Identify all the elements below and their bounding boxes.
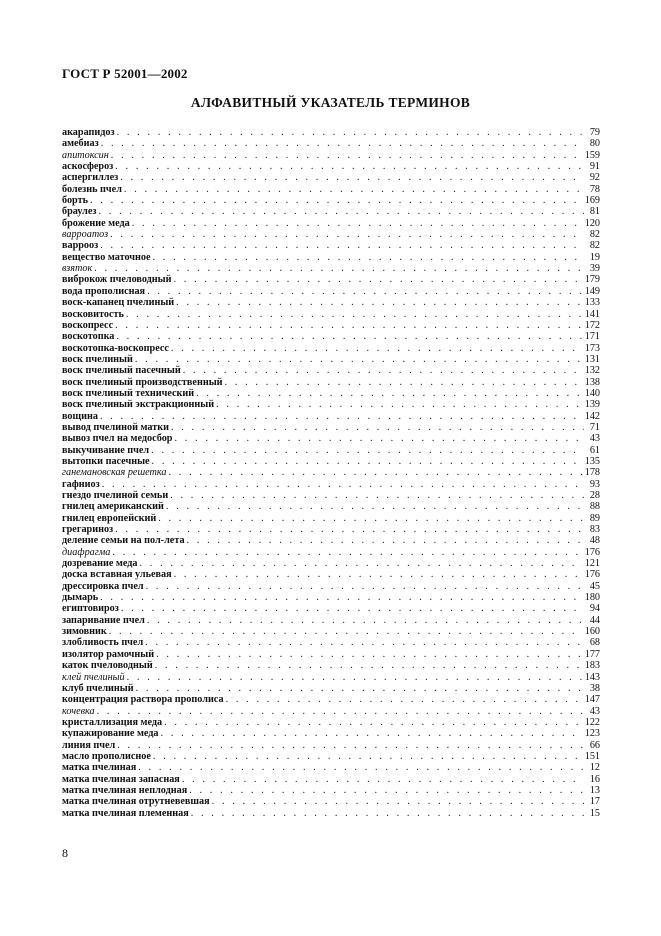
dot-leader [112, 547, 582, 558]
index-entry [62, 762, 600, 773]
index-term: воск пчелиный пасечный [62, 365, 181, 377]
dot-leader [171, 343, 583, 354]
index-term: матка пчелиная отрутневевшая [62, 796, 210, 808]
dot-leader [146, 581, 584, 592]
index-entry [62, 297, 600, 308]
index-term: акарапидоз [62, 127, 115, 138]
index-term: матка пчелиная племенная [62, 807, 189, 819]
index-entry [62, 774, 600, 785]
dot-leader [94, 263, 584, 274]
index-entry [62, 558, 600, 569]
index-title: АЛФАВИТНЫЙ УКАЗАТЕЛЬ ТЕРМИНОВ [190, 95, 471, 110]
index-term: дозревание меда [62, 558, 138, 570]
index-page-ref: 142 [584, 410, 600, 422]
index-page-ref: 16 [589, 773, 600, 785]
dot-leader [100, 592, 583, 603]
index-term: воск пчелиный производственный [62, 376, 223, 388]
index-term: воскопресс [62, 319, 114, 331]
dot-leader [99, 206, 584, 217]
index-page-ref: 133 [584, 297, 600, 309]
dot-leader [183, 365, 583, 376]
index-term: виброкож пчеловодный [62, 274, 172, 286]
index-term: зимовник [62, 626, 107, 638]
index-term: борть [62, 195, 88, 207]
dot-leader [156, 649, 583, 660]
dot-leader [153, 751, 583, 762]
index-entry [62, 490, 600, 501]
dot-leader [116, 331, 582, 342]
index-page-ref: 139 [584, 399, 600, 411]
index-page-ref: 81 [589, 206, 600, 218]
dot-leader [164, 717, 583, 728]
index-term: диафрагма [62, 546, 111, 558]
index-entry [62, 422, 600, 433]
index-page-ref: 140 [584, 387, 600, 399]
index-entry [62, 218, 600, 229]
dot-leader [145, 637, 584, 648]
index-entry [62, 524, 600, 535]
index-entry [62, 320, 600, 331]
index-page-ref: 132 [584, 365, 600, 377]
index-entry [62, 150, 600, 161]
dot-leader [117, 127, 584, 138]
dot-leader [97, 706, 584, 717]
index-term: гнилец американский [62, 501, 164, 513]
index-page-ref: 171 [584, 331, 600, 343]
index-page-ref: 122 [584, 716, 600, 728]
index-page-ref: 43 [589, 705, 600, 717]
index-entry [62, 331, 600, 342]
index-term: восковитость [62, 308, 124, 320]
dot-leader [102, 479, 584, 490]
index-term: гнездо пчелиной семьи [62, 490, 169, 501]
dot-leader [90, 195, 583, 206]
index-page-ref: 147 [584, 694, 600, 706]
index-entry [62, 309, 600, 320]
index-page-ref: 44 [589, 614, 600, 626]
dot-leader [161, 728, 583, 739]
index-entry [62, 626, 600, 637]
index-page-ref: 88 [589, 501, 600, 513]
index-page-ref: 179 [584, 274, 600, 286]
index-page-ref: 135 [584, 455, 600, 467]
index-entry [62, 467, 600, 478]
index-entry [62, 740, 600, 751]
index-entry [62, 672, 600, 683]
index-term: масло прополисное [62, 750, 151, 762]
dot-leader [111, 150, 583, 161]
index-page-ref: 176 [584, 569, 600, 581]
dot-leader [121, 603, 584, 614]
index-entry [62, 694, 600, 705]
dot-leader [155, 660, 583, 671]
dot-leader [135, 354, 583, 365]
index-entry [62, 706, 600, 717]
index-page-ref: 61 [589, 444, 600, 456]
dot-leader [189, 785, 584, 796]
document-header: ГОСТ Р 52001—2002 [62, 66, 188, 81]
dot-leader [187, 535, 584, 546]
index-entry [62, 343, 600, 354]
index-term: матка пчелиная запасная [62, 773, 180, 785]
dot-leader [152, 456, 583, 467]
dot-leader [176, 297, 583, 308]
index-entry [62, 649, 600, 660]
index-entry [62, 229, 600, 240]
index-term: вещество маточное [62, 251, 151, 263]
index-page-ref: 19 [589, 251, 600, 263]
index-term: болезнь пчел [62, 183, 122, 195]
index-page-ref: 28 [589, 490, 600, 501]
index-term: линия пчел [62, 739, 116, 751]
index-entry [62, 547, 600, 558]
dot-leader [120, 172, 584, 183]
index-term: аскосфероз [62, 161, 114, 173]
index-entry [62, 660, 600, 671]
index-page-ref: 121 [584, 558, 600, 570]
dot-leader [115, 161, 584, 172]
index-term: браулез [62, 206, 97, 218]
dot-leader [126, 309, 583, 320]
index-term: вощина [62, 410, 98, 422]
index-entry [62, 161, 600, 172]
index-page-ref: 178 [584, 467, 600, 479]
dot-leader [110, 229, 584, 240]
index-page-ref: 68 [589, 637, 600, 649]
dot-leader [147, 286, 583, 297]
index-entry [62, 683, 600, 694]
index-entry [62, 808, 600, 819]
dot-leader [140, 558, 583, 569]
index-entry [62, 399, 600, 410]
index-page-ref: 173 [584, 342, 600, 354]
index-term: египтовироз [62, 603, 119, 615]
index-entry [62, 286, 600, 297]
index-entry [62, 581, 600, 592]
index-entry [62, 501, 600, 512]
index-entry [62, 785, 600, 796]
dot-leader [182, 774, 584, 785]
index-page-ref: 93 [589, 478, 600, 490]
index-term: изолятор рамочный [62, 648, 155, 660]
index-entry [62, 637, 600, 648]
dot-leader [117, 740, 584, 751]
index-page-ref: 82 [589, 240, 600, 252]
index-page-ref: 123 [584, 728, 600, 740]
index-page-ref: 177 [584, 648, 600, 660]
index-term: доска вставная ульевая [62, 569, 172, 581]
index-term: вода прополисная [62, 285, 146, 297]
index-page-ref: 39 [589, 263, 600, 275]
index-entry [62, 751, 600, 762]
index-page-ref: 13 [589, 784, 600, 796]
index-term: вытопки пасечные [62, 455, 150, 467]
index-page-ref: 169 [584, 195, 600, 207]
index-term: деление семьи на пол-лета [62, 535, 185, 547]
index-term: гнилец европейский [62, 512, 157, 524]
index-entry [62, 388, 600, 399]
index-page-ref: 43 [589, 433, 600, 445]
dot-leader [115, 320, 583, 331]
index-entry [62, 535, 600, 546]
dot-leader [169, 467, 583, 478]
index-entry [62, 615, 600, 626]
index-entry [62, 138, 600, 149]
index-page-ref: 80 [589, 138, 600, 150]
index-entry [62, 274, 600, 285]
index-page-ref: 15 [589, 807, 600, 819]
index-page-ref: 82 [589, 229, 600, 241]
index-page-ref: 120 [584, 217, 600, 229]
index-page-ref: 159 [584, 149, 600, 161]
index-term: матка пчелиная [62, 762, 137, 774]
index-term: ганемановская решетка [62, 467, 167, 479]
index-page-ref: 48 [589, 535, 600, 547]
index-page-ref: 141 [584, 308, 600, 320]
index-term: амебиаз [62, 138, 99, 150]
index-entry [62, 184, 600, 195]
index-entry [62, 411, 600, 422]
index-term: кочевка [62, 705, 95, 717]
index-term: варроатоз [62, 229, 109, 241]
index-term: грегариноз [62, 524, 114, 536]
index-page-ref: 183 [584, 660, 600, 672]
index-term: воск пчелиный технический [62, 387, 195, 399]
index-term: гафниоз [62, 478, 100, 490]
index-term: аспергиллез [62, 172, 119, 184]
index-term: воск-капанец пчелиный [62, 297, 175, 309]
dot-leader [127, 672, 583, 683]
index-entry [62, 796, 600, 807]
index-page-ref: 17 [589, 796, 600, 808]
dot-leader [109, 626, 583, 637]
index-entry [62, 354, 600, 365]
index-entry [62, 365, 600, 376]
index-entry [62, 456, 600, 467]
index-page-ref: 45 [589, 580, 600, 592]
index-entry [62, 433, 600, 444]
index-page-ref: 83 [589, 524, 600, 536]
page-number: 8 [62, 846, 68, 860]
index-page-ref: 12 [589, 762, 600, 774]
index-term: воск пчелиный [62, 353, 133, 365]
index-page-ref: 66 [589, 739, 600, 751]
index-entry [62, 127, 600, 138]
index-page-ref: 138 [584, 376, 600, 388]
index-entry [62, 592, 600, 603]
index-term: купажирование меда [62, 728, 159, 740]
dot-leader [171, 422, 584, 433]
index-term: злобливость пчел [62, 637, 144, 649]
dot-leader [138, 762, 584, 773]
dot-leader [132, 218, 583, 229]
dot-leader [158, 513, 584, 524]
dot-leader [174, 274, 583, 285]
dot-leader [174, 569, 583, 580]
dot-leader [100, 240, 584, 251]
dot-leader [153, 252, 585, 263]
dot-leader [136, 683, 584, 694]
index-term: воск пчелиный экстракционный [62, 399, 215, 411]
index-term: вывоз пчел на медосбор [62, 433, 173, 445]
index-page-ref: 79 [589, 127, 600, 138]
dot-leader [225, 377, 583, 388]
index-entry [62, 252, 600, 263]
term-index [62, 127, 600, 819]
index-term: выкучивание пчел [62, 444, 150, 456]
index-term: каток пчеловодный [62, 660, 153, 672]
index-term: вывод пчелиной матки [62, 421, 169, 433]
index-entry [62, 728, 600, 739]
dot-leader [170, 490, 584, 501]
index-term: брожение меда [62, 217, 130, 229]
index-term: кристаллизация меда [62, 716, 163, 728]
index-term: клей пчелиный [62, 671, 125, 683]
index-entry [62, 206, 600, 217]
index-term: взяток [62, 263, 93, 275]
index-page-ref: 94 [589, 603, 600, 615]
index-term: апитоксин [62, 149, 109, 161]
index-term: запаривание пчел [62, 614, 145, 626]
index-entry [62, 479, 600, 490]
index-term: варрооз [62, 240, 99, 252]
index-term: воскотопка [62, 331, 115, 343]
index-entry [62, 240, 600, 251]
dot-leader [101, 138, 584, 149]
index-page-ref: 131 [584, 353, 600, 365]
index-entry [62, 569, 600, 580]
index-page-ref: 151 [584, 750, 600, 762]
index-entry [62, 513, 600, 524]
index-term: клуб пчелиный [62, 682, 134, 694]
index-term: концентрация раствора прополиса [62, 694, 224, 706]
dot-leader [151, 445, 584, 456]
dot-leader [174, 433, 584, 444]
index-entry [62, 603, 600, 614]
index-term: дрессировка пчел [62, 580, 144, 592]
dot-leader [216, 399, 583, 410]
dot-leader [124, 184, 584, 195]
dot-leader [166, 501, 584, 512]
index-page-ref: 172 [584, 319, 600, 331]
index-term: матка пчелиная неплодная [62, 784, 188, 796]
index-page-ref: 89 [589, 512, 600, 524]
dot-leader [196, 388, 583, 399]
index-entry [62, 445, 600, 456]
index-page-ref: 71 [589, 421, 600, 433]
index-page-ref: 149 [584, 285, 600, 297]
dot-leader [212, 796, 584, 807]
index-entry [62, 172, 600, 183]
index-term: дымарь [62, 592, 99, 604]
dot-leader [147, 615, 584, 626]
index-page-ref: 143 [584, 671, 600, 683]
index-page-ref: 78 [589, 183, 600, 195]
index-entry [62, 263, 600, 274]
index-page-ref: 160 [584, 626, 600, 638]
index-entry [62, 717, 600, 728]
index-term: воскотопка-воскопресс [62, 342, 169, 354]
dot-leader [226, 694, 583, 705]
index-entry [62, 377, 600, 388]
dot-leader [115, 524, 584, 535]
dot-leader [100, 411, 583, 422]
index-page-ref: 180 [584, 592, 600, 604]
index-page-ref: 176 [584, 546, 600, 558]
index-page-ref: 92 [589, 172, 600, 184]
index-page-ref: 91 [589, 161, 600, 173]
index-entry [62, 195, 600, 206]
index-page-ref: 38 [589, 682, 600, 694]
dot-leader [191, 808, 584, 819]
